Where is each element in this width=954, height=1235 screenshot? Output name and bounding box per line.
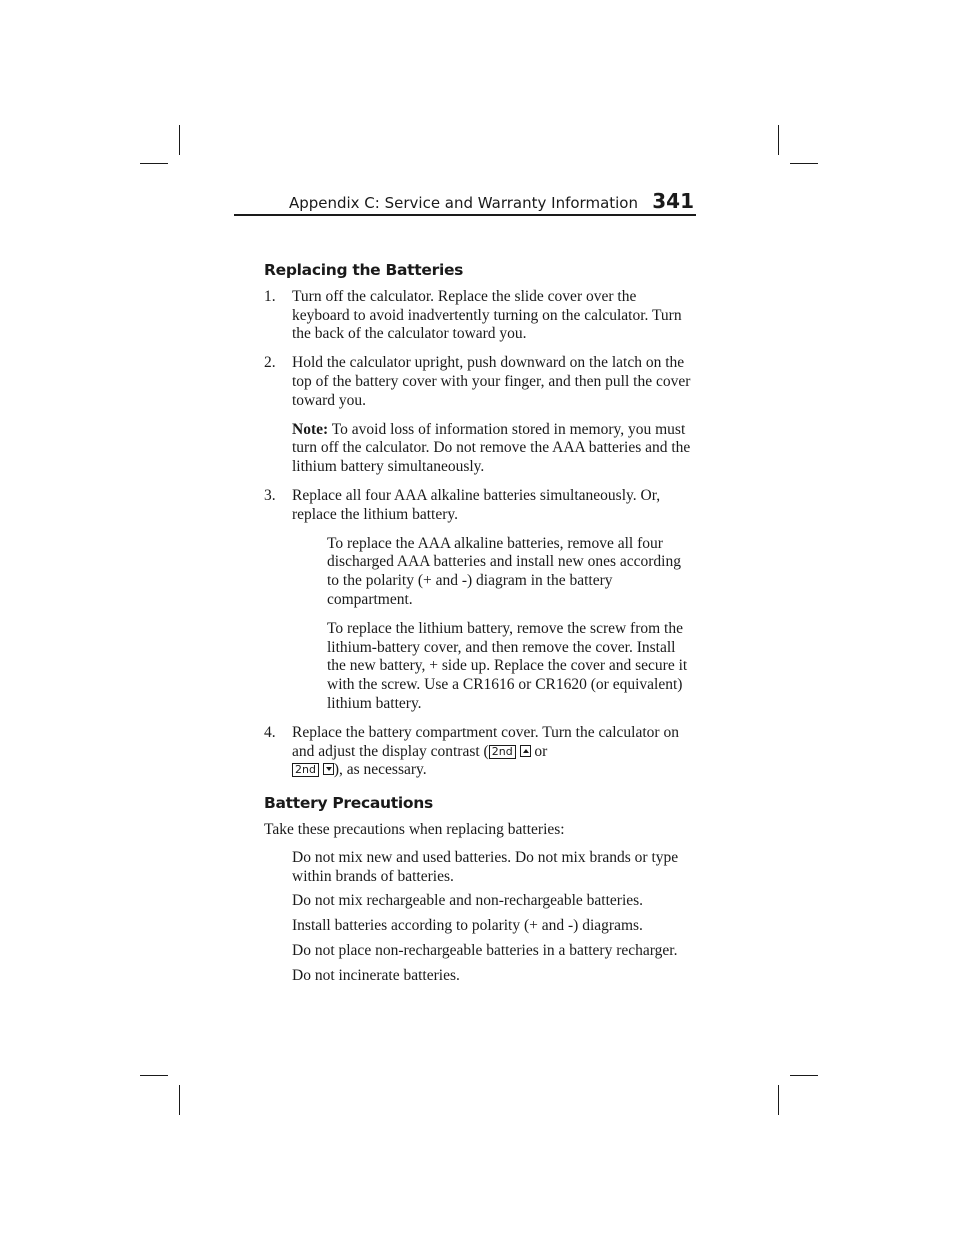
precaution-item: Install batteries according to polarity (+ and -) diagrams.: [292, 917, 643, 935]
note-label: Note:: [292, 420, 329, 438]
sub-aaa: To replace the AAA alkaline batteries, remove all four discharged AAA batteries and install new ones according to the polarity (+ and -) diagram in the battery compartment.: [327, 534, 681, 608]
step-text-a: Replace the battery compartment cover. Turn the calculator on and adjust the display contrast (: [292, 723, 679, 760]
crop-mark: [790, 163, 818, 164]
crop-mark: [179, 1085, 180, 1115]
step-4: [264, 724, 696, 780]
sub-instructions: [327, 535, 696, 714]
precautions-intro: Take these precautions when replacing batteries:: [264, 820, 565, 838]
step-1: [264, 288, 696, 344]
crop-mark: [778, 1085, 779, 1115]
step-text: Replace all four AAA alkaline batteries simultaneously. Or, replace the lithium battery.: [292, 486, 661, 523]
precaution-item: Do not mix rechargeable and non-rechargeable batteries.: [292, 892, 644, 910]
running-header: [234, 188, 696, 216]
step-number: 2.: [264, 354, 276, 372]
step-text: Hold the calculator upright, push downward on the latch on the top of the battery cover with your finger, and then pull the cover toward you.: [292, 354, 691, 409]
step-number: 4.: [264, 723, 276, 741]
arrow-up-key-icon: [520, 745, 531, 757]
step-text-b: ), as necessary.: [333, 761, 427, 779]
precaution-item: Do not place non-rechargeable batteries in a battery recharger.: [292, 941, 678, 959]
step-number: 1.: [264, 287, 276, 305]
step-2: [264, 354, 696, 477]
arrow-down-key-icon: [323, 763, 334, 775]
header-title: Appendix C: Service and Warranty Information: [288, 194, 638, 212]
step-3: [264, 487, 696, 714]
crop-mark: [140, 163, 168, 164]
precaution-item: Do not mix new and used batteries. Do not mix brands or type within brands of batteries.: [292, 848, 679, 885]
crop-mark: [778, 125, 779, 155]
step-text: [292, 724, 696, 780]
step-number: 3.: [264, 486, 276, 504]
sub-lithium: To replace the lithium battery, remove the screw from the lithium-battery cover, and then remove the cover. Install the new battery, + side up. Replace the cover and secure it with the screw. Use a CR1616 or CR1620 (or equivalent) lithium battery.: [327, 619, 688, 712]
section-heading-precautions: Battery Precautions: [264, 794, 433, 813]
note-text: To avoid loss of information stored in memory, you must turn off the calculator. Do not remove the AAA batteries and the lithium battery simultaneously.: [292, 420, 691, 476]
precaution-item: Do not incinerate batteries.: [292, 966, 460, 984]
step-text: Turn off the calculator. Replace the slide cover over the keyboard to avoid inadvertently turning on the calculator. Turn the back of the calculator toward you.: [292, 287, 682, 343]
crop-mark: [140, 1075, 168, 1076]
page-number: 341: [652, 189, 694, 213]
note: [292, 421, 696, 477]
section-heading-replacing: Replacing the Batteries: [264, 261, 464, 279]
page-content: [264, 255, 696, 992]
step-text-or: or: [530, 742, 548, 760]
key-2nd: 2nd: [292, 763, 319, 777]
crop-mark: [179, 125, 180, 155]
key-2nd: 2nd: [489, 745, 516, 759]
crop-mark: [790, 1075, 818, 1076]
